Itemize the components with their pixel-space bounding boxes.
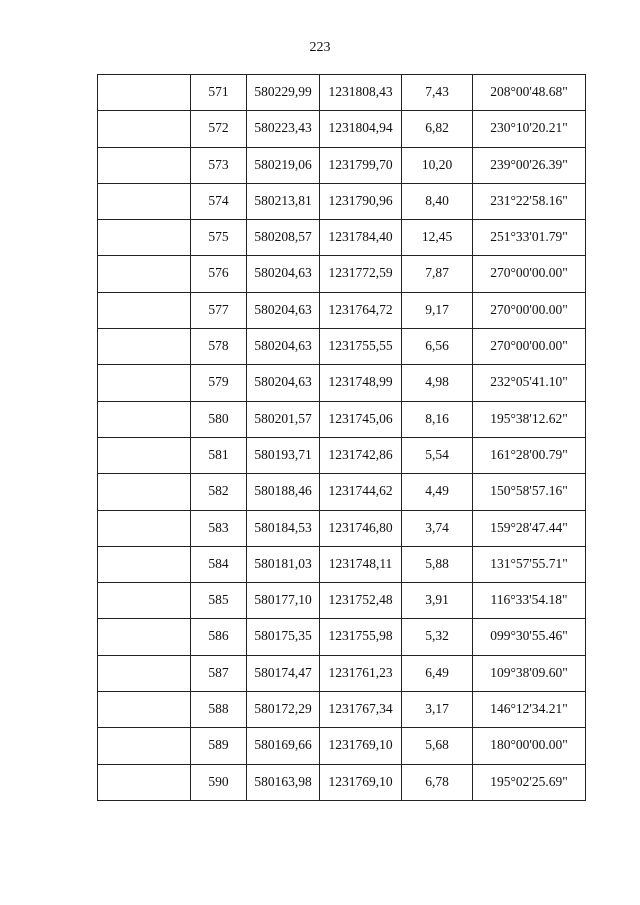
blank-cell <box>98 546 191 582</box>
point-number-cell <box>191 728 247 764</box>
distance-cell <box>402 764 473 800</box>
table-row <box>98 655 586 691</box>
direction-angle-cell-text: 099°30'55.46" <box>490 628 568 644</box>
y-coordinate-cell <box>320 256 402 292</box>
y-coordinate-cell <box>320 75 402 111</box>
direction-angle-cell-text: 231°22'58.16" <box>490 192 568 208</box>
x-coordinate-cell <box>247 474 320 510</box>
blank-cell <box>98 75 191 111</box>
y-coordinate-cell-text: 1231752,48 <box>328 592 393 608</box>
direction-angle-cell-text: 150°58'57.16" <box>490 483 568 499</box>
table-row <box>98 474 586 510</box>
point-number-cell-text: 590 <box>208 773 229 789</box>
blank-cell <box>98 583 191 619</box>
x-coordinate-cell <box>247 619 320 655</box>
distance-cell <box>402 220 473 256</box>
distance-cell-text: 5,88 <box>425 555 449 571</box>
direction-angle-cell-text: 146°12'34.21" <box>490 701 568 717</box>
direction-angle-cell-text: 270°00'00.00" <box>490 301 568 317</box>
distance-cell <box>402 437 473 473</box>
distance-cell-text: 9,17 <box>425 301 449 317</box>
direction-angle-cell-text: 180°00'00.00" <box>490 737 568 753</box>
distance-cell-text: 6,49 <box>425 664 449 680</box>
direction-angle-cell <box>473 619 586 655</box>
point-number-cell-text: 588 <box>208 701 229 717</box>
direction-angle-cell-text: 116°33'54.18" <box>490 592 568 608</box>
point-number-cell <box>191 546 247 582</box>
direction-angle-cell-text: 109°38'09.60" <box>490 664 568 680</box>
x-coordinate-cell <box>247 292 320 328</box>
direction-angle-cell-text: 232°05'41.10" <box>490 374 568 390</box>
point-number-cell-text: 581 <box>208 446 229 462</box>
direction-angle-cell <box>473 147 586 183</box>
point-number-cell-text: 577 <box>208 301 229 317</box>
point-number-cell-text: 572 <box>208 120 229 136</box>
point-number-cell-text: 578 <box>208 338 229 354</box>
direction-angle-cell <box>473 510 586 546</box>
x-coordinate-cell-text: 580175,35 <box>254 628 312 644</box>
x-coordinate-cell-text: 580188,46 <box>254 483 312 499</box>
blank-cell <box>98 764 191 800</box>
table-row <box>98 256 586 292</box>
y-coordinate-cell <box>320 437 402 473</box>
y-coordinate-cell <box>320 546 402 582</box>
y-coordinate-cell <box>320 183 402 219</box>
y-coordinate-cell <box>320 619 402 655</box>
point-number-cell <box>191 220 247 256</box>
table-row <box>98 111 586 147</box>
direction-angle-cell <box>473 111 586 147</box>
point-number-cell-text: 583 <box>208 519 229 535</box>
distance-cell-text: 4,98 <box>425 374 449 390</box>
point-number-cell-text: 580 <box>208 410 229 426</box>
x-coordinate-cell-text: 580204,63 <box>254 301 312 317</box>
distance-cell-text: 5,68 <box>425 737 449 753</box>
x-coordinate-cell-text: 580204,63 <box>254 374 312 390</box>
y-coordinate-cell-text: 1231744,62 <box>328 483 393 499</box>
distance-cell-text: 5,32 <box>425 628 449 644</box>
page-number: 223 <box>309 40 331 55</box>
table-row <box>98 728 586 764</box>
y-coordinate-cell <box>320 728 402 764</box>
point-number-cell <box>191 75 247 111</box>
blank-cell <box>98 256 191 292</box>
point-number-cell <box>191 583 247 619</box>
distance-cell <box>402 546 473 582</box>
x-coordinate-cell-text: 580204,63 <box>254 338 312 354</box>
distance-cell <box>402 329 473 365</box>
coordinates-table-body <box>98 75 586 801</box>
y-coordinate-cell <box>320 220 402 256</box>
distance-cell-text: 8,40 <box>425 192 449 208</box>
x-coordinate-cell-text: 580193,71 <box>254 446 312 462</box>
y-coordinate-cell-text: 1231748,99 <box>328 374 393 390</box>
x-coordinate-cell <box>247 728 320 764</box>
direction-angle-cell <box>473 220 586 256</box>
distance-cell <box>402 655 473 691</box>
y-coordinate-cell-text: 1231745,06 <box>328 410 393 426</box>
point-number-cell <box>191 692 247 728</box>
y-coordinate-cell <box>320 583 402 619</box>
point-number-cell <box>191 292 247 328</box>
x-coordinate-cell-text: 580169,66 <box>254 737 312 753</box>
table-row <box>98 692 586 728</box>
x-coordinate-cell-text: 580204,63 <box>254 265 312 281</box>
y-coordinate-cell-text: 1231808,43 <box>328 84 393 99</box>
direction-angle-cell-text: 131°57'55.71" <box>490 555 568 571</box>
distance-cell-text: 6,78 <box>425 773 449 789</box>
point-number-cell <box>191 437 247 473</box>
x-coordinate-cell-text: 580181,03 <box>254 555 312 571</box>
x-coordinate-cell <box>247 401 320 437</box>
y-coordinate-cell <box>320 365 402 401</box>
y-coordinate-cell-text: 1231764,72 <box>328 301 393 317</box>
x-coordinate-cell-text: 580229,99 <box>254 84 312 99</box>
x-coordinate-cell <box>247 437 320 473</box>
distance-cell <box>402 401 473 437</box>
distance-cell <box>402 728 473 764</box>
y-coordinate-cell-text: 1231799,70 <box>328 156 393 172</box>
direction-angle-cell <box>473 546 586 582</box>
table-row <box>98 510 586 546</box>
table-row <box>98 401 586 437</box>
x-coordinate-cell <box>247 75 320 111</box>
blank-cell <box>98 147 191 183</box>
y-coordinate-cell-text: 1231746,80 <box>328 519 393 535</box>
x-coordinate-cell <box>247 655 320 691</box>
distance-cell-text: 7,43 <box>425 84 449 99</box>
y-coordinate-cell-text: 1231767,34 <box>328 701 393 717</box>
y-coordinate-cell-text: 1231784,40 <box>328 229 393 245</box>
table-row <box>98 365 586 401</box>
distance-cell <box>402 692 473 728</box>
y-coordinate-cell <box>320 764 402 800</box>
coordinates-table <box>97 74 586 801</box>
x-coordinate-cell-text: 580208,57 <box>254 229 312 245</box>
blank-cell <box>98 329 191 365</box>
point-number-cell <box>191 329 247 365</box>
distance-cell-text: 3,17 <box>425 701 449 717</box>
table-row <box>98 546 586 582</box>
direction-angle-cell-text: 195°02'25.69" <box>490 773 568 789</box>
distance-cell <box>402 292 473 328</box>
x-coordinate-cell <box>247 220 320 256</box>
table-row <box>98 147 586 183</box>
distance-cell <box>402 365 473 401</box>
distance-cell <box>402 147 473 183</box>
distance-cell-text: 3,74 <box>425 519 449 535</box>
y-coordinate-cell-text: 1231804,94 <box>328 120 393 136</box>
direction-angle-cell <box>473 474 586 510</box>
x-coordinate-cell <box>247 764 320 800</box>
point-number-cell-text: 576 <box>208 265 229 281</box>
x-coordinate-cell <box>247 111 320 147</box>
point-number-cell-text: 571 <box>208 84 229 99</box>
direction-angle-cell-text: 239°00'26.39" <box>490 156 568 172</box>
point-number-cell <box>191 401 247 437</box>
point-number-cell <box>191 619 247 655</box>
y-coordinate-cell-text: 1231790,96 <box>328 192 393 208</box>
x-coordinate-cell <box>247 546 320 582</box>
point-number-cell <box>191 655 247 691</box>
direction-angle-cell-text: 270°00'00.00" <box>490 265 568 281</box>
distance-cell-text: 6,82 <box>425 120 449 136</box>
table-row <box>98 583 586 619</box>
x-coordinate-cell-text: 580201,57 <box>254 410 312 426</box>
distance-cell-text: 8,16 <box>425 410 449 426</box>
distance-cell <box>402 510 473 546</box>
distance-cell-text: 10,20 <box>421 156 453 172</box>
direction-angle-cell-text: 159°28'47.44" <box>490 519 568 535</box>
y-coordinate-cell <box>320 292 402 328</box>
x-coordinate-cell-text: 580213,81 <box>254 192 312 208</box>
y-coordinate-cell <box>320 655 402 691</box>
table-row <box>98 619 586 655</box>
table-row <box>98 764 586 800</box>
blank-cell <box>98 510 191 546</box>
point-number-cell <box>191 510 247 546</box>
x-coordinate-cell <box>247 510 320 546</box>
direction-angle-cell-text: 208°00'48.68" <box>490 84 568 99</box>
direction-angle-cell <box>473 75 586 111</box>
point-number-cell <box>191 365 247 401</box>
direction-angle-cell-text: 270°00'00.00" <box>490 338 568 354</box>
x-coordinate-cell <box>247 329 320 365</box>
point-number-cell <box>191 183 247 219</box>
x-coordinate-cell-text: 580184,53 <box>254 519 312 535</box>
y-coordinate-cell <box>320 111 402 147</box>
blank-cell <box>98 692 191 728</box>
direction-angle-cell <box>473 437 586 473</box>
direction-angle-cell <box>473 655 586 691</box>
x-coordinate-cell-text: 580219,06 <box>254 156 312 172</box>
distance-cell <box>402 75 473 111</box>
y-coordinate-cell <box>320 510 402 546</box>
point-number-cell-text: 582 <box>208 483 229 499</box>
distance-cell-text: 3,91 <box>425 592 449 608</box>
direction-angle-cell-text: 195°38'12.62" <box>490 410 568 426</box>
distance-cell-text: 12,45 <box>421 229 453 245</box>
direction-angle-cell-text: 251°33'01.79" <box>490 229 568 245</box>
x-coordinate-cell <box>247 256 320 292</box>
direction-angle-cell <box>473 764 586 800</box>
point-number-cell <box>191 256 247 292</box>
point-number-cell <box>191 147 247 183</box>
point-number-cell-text: 573 <box>208 156 229 172</box>
blank-cell <box>98 111 191 147</box>
point-number-cell <box>191 474 247 510</box>
blank-cell <box>98 437 191 473</box>
blank-cell <box>98 401 191 437</box>
distance-cell-text: 7,87 <box>425 265 449 281</box>
distance-cell <box>402 256 473 292</box>
blank-cell <box>98 474 191 510</box>
direction-angle-cell-text: 161°28'00.79" <box>490 446 568 462</box>
x-coordinate-cell <box>247 183 320 219</box>
y-coordinate-cell-text: 1231769,10 <box>328 737 393 753</box>
x-coordinate-cell-text: 580177,10 <box>254 592 312 608</box>
table-row <box>98 437 586 473</box>
y-coordinate-cell-text: 1231761,23 <box>328 664 393 680</box>
distance-cell-text: 4,49 <box>425 483 449 499</box>
x-coordinate-cell-text: 580223,43 <box>254 120 312 136</box>
y-coordinate-cell-text: 1231748,11 <box>328 555 393 571</box>
table-row <box>98 183 586 219</box>
y-coordinate-cell <box>320 329 402 365</box>
y-coordinate-cell-text: 1231742,86 <box>328 446 393 462</box>
x-coordinate-cell <box>247 147 320 183</box>
table-row <box>98 220 586 256</box>
point-number-cell-text: 579 <box>208 374 229 390</box>
point-number-cell-text: 589 <box>208 737 229 753</box>
blank-cell <box>98 220 191 256</box>
direction-angle-cell-text: 230°10'20.21" <box>490 120 568 136</box>
direction-angle-cell <box>473 692 586 728</box>
y-coordinate-cell-text: 1231769,10 <box>328 773 393 789</box>
blank-cell <box>98 183 191 219</box>
direction-angle-cell <box>473 365 586 401</box>
direction-angle-cell <box>473 329 586 365</box>
distance-cell <box>402 583 473 619</box>
blank-cell <box>98 619 191 655</box>
table-row <box>98 292 586 328</box>
y-coordinate-cell-text: 1231755,55 <box>328 338 393 354</box>
point-number-cell-text: 585 <box>208 592 229 608</box>
direction-angle-cell <box>473 292 586 328</box>
direction-angle-cell <box>473 728 586 764</box>
y-coordinate-cell <box>320 692 402 728</box>
blank-cell <box>98 728 191 764</box>
x-coordinate-cell <box>247 365 320 401</box>
x-coordinate-cell-text: 580174,47 <box>254 664 312 680</box>
direction-angle-cell <box>473 583 586 619</box>
point-number-cell-text: 574 <box>208 192 229 208</box>
distance-cell <box>402 474 473 510</box>
table-row <box>98 75 586 111</box>
distance-cell <box>402 619 473 655</box>
y-coordinate-cell-text: 1231772,59 <box>328 265 393 281</box>
distance-cell-text: 5,54 <box>425 446 449 462</box>
blank-cell <box>98 655 191 691</box>
direction-angle-cell <box>473 401 586 437</box>
distance-cell <box>402 183 473 219</box>
x-coordinate-cell <box>247 692 320 728</box>
point-number-cell <box>191 764 247 800</box>
x-coordinate-cell <box>247 583 320 619</box>
point-number-cell <box>191 111 247 147</box>
y-coordinate-cell <box>320 401 402 437</box>
table-row <box>98 329 586 365</box>
blank-cell <box>98 292 191 328</box>
point-number-cell-text: 575 <box>208 229 229 245</box>
point-number-cell-text: 587 <box>208 664 229 680</box>
y-coordinate-cell <box>320 147 402 183</box>
point-number-cell-text: 584 <box>208 555 229 571</box>
blank-cell <box>98 365 191 401</box>
y-coordinate-cell <box>320 474 402 510</box>
x-coordinate-cell-text: 580172,29 <box>254 701 312 717</box>
direction-angle-cell <box>473 256 586 292</box>
x-coordinate-cell-text: 580163,98 <box>254 773 312 789</box>
y-coordinate-cell-text: 1231755,98 <box>328 628 393 644</box>
point-number-cell-text: 586 <box>208 628 229 644</box>
direction-angle-cell <box>473 183 586 219</box>
distance-cell <box>402 111 473 147</box>
distance-cell-text: 6,56 <box>425 338 449 354</box>
